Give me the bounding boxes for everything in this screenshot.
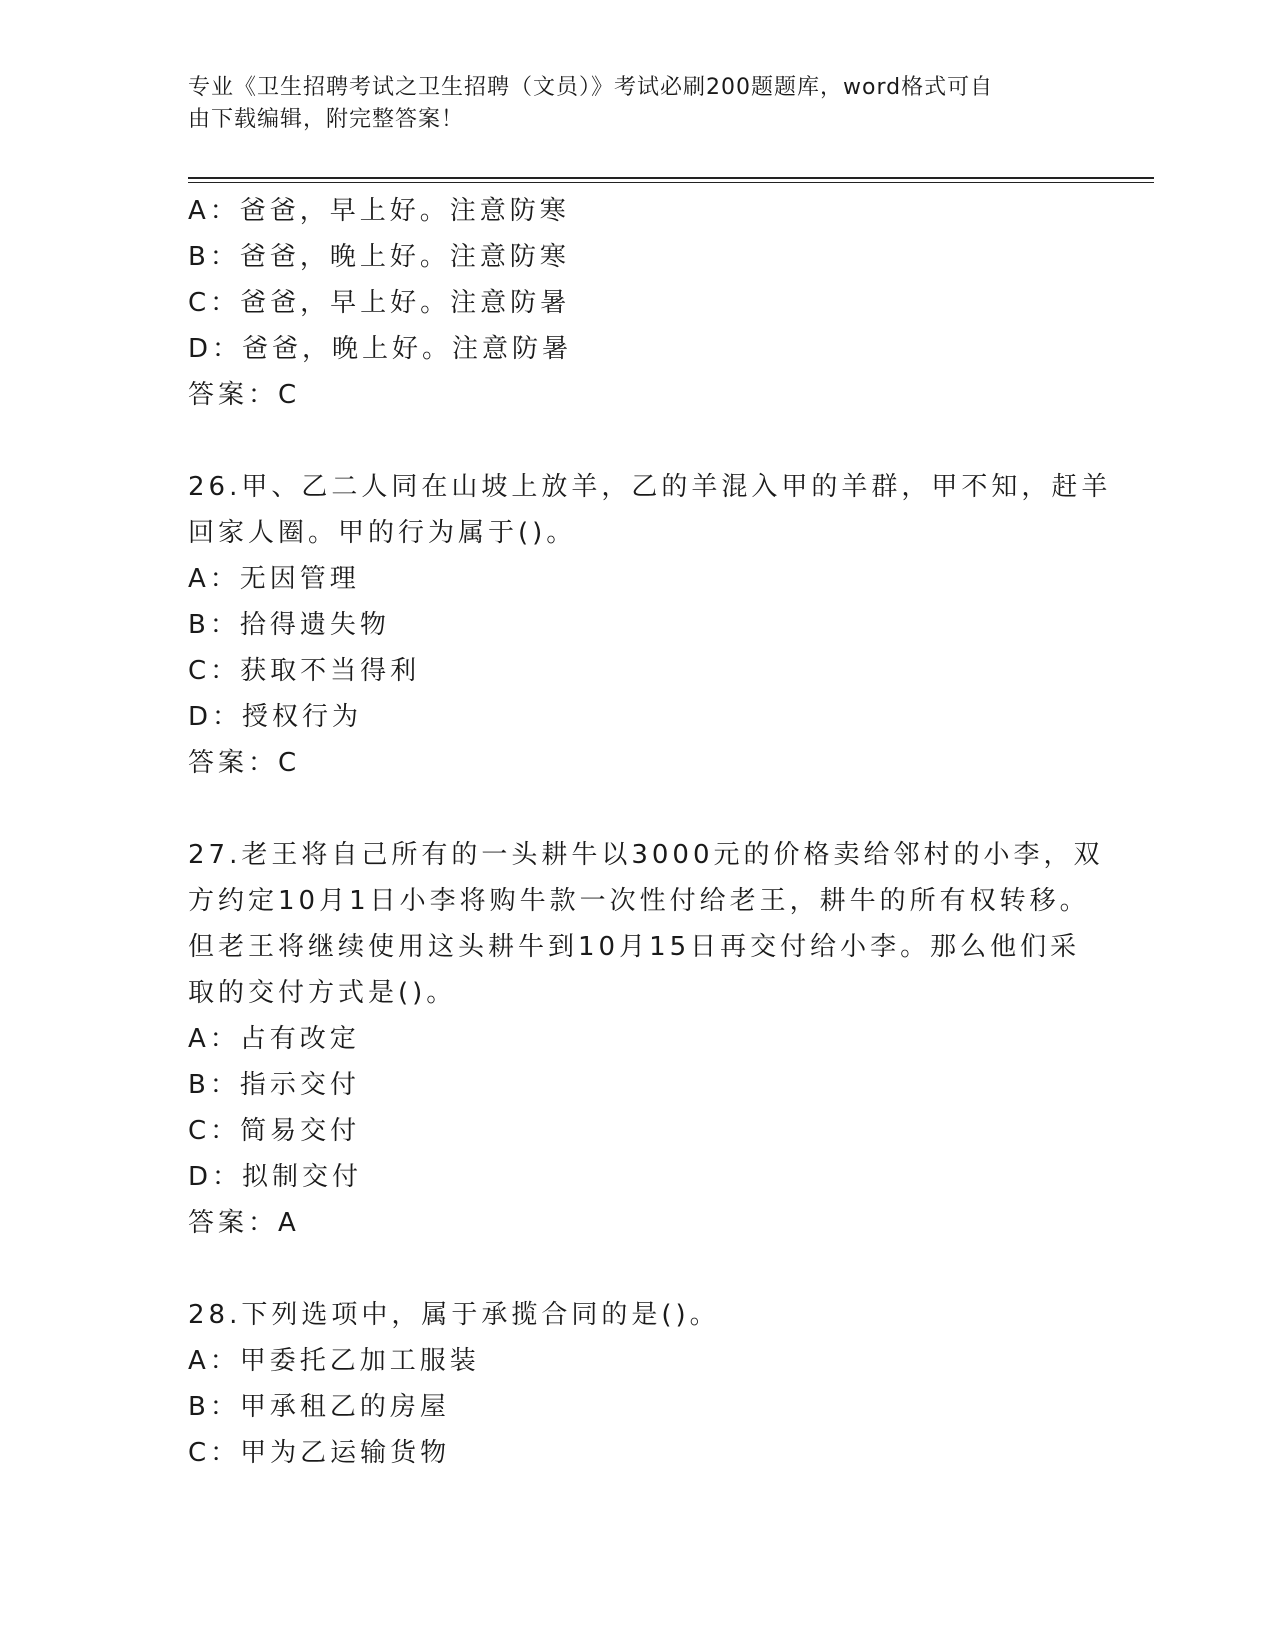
option-a: A：爸爸，早上好。注意防寒 — [188, 196, 570, 226]
question-stem-line: 27.老王将自己所有的一头耕牛以3000元的价格卖给邻村的小李，双 — [188, 840, 1104, 870]
answer-line: 答案：C — [188, 748, 301, 778]
option-a: A：无因管理 — [188, 564, 360, 594]
question-28 — [188, 1292, 1088, 1476]
option-b: B：爸爸，晚上好。注意防寒 — [188, 242, 570, 272]
header-line-1: 专业《卫生招聘考试之卫生招聘（文员）》考试必刷200题题库，word格式可自 — [188, 75, 994, 100]
answer-line: 答案：A — [188, 1208, 300, 1238]
option-b: B：拾得遗失物 — [188, 610, 390, 640]
option-a: A：占有改定 — [188, 1024, 360, 1054]
option-b: B：甲承租乙的房屋 — [188, 1392, 450, 1422]
question-spacer — [188, 418, 1088, 464]
question-stem-line: 但老王将继续使用这头耕牛到10月15日再交付给小李。那么他们采 — [188, 932, 1081, 962]
question-stem-line: 方约定10月1日小李将购牛款一次性付给老王，耕牛的所有权转移。 — [188, 886, 1090, 916]
option-a: A：甲委托乙加工服装 — [188, 1346, 480, 1376]
option-c: C：甲为乙运输货物 — [188, 1438, 451, 1468]
question-spacer — [188, 1246, 1088, 1292]
option-b: B：指示交付 — [188, 1070, 360, 1100]
question-list — [188, 188, 1112, 1476]
question-25 — [188, 188, 1088, 418]
question-stem-line: 28.下列选项中，属于承揽合同的是()。 — [188, 1300, 720, 1330]
option-c: C：简易交付 — [188, 1116, 361, 1146]
question-stem-line: 取的交付方式是()。 — [188, 978, 457, 1008]
option-d: D：爸爸，晚上好。注意防暑 — [188, 334, 573, 364]
option-d: D：拟制交付 — [188, 1162, 363, 1192]
question-27 — [188, 832, 1104, 1246]
answer-line: 答案：C — [188, 380, 301, 410]
question-stem-line: 回家人圈。甲的行为属于()。 — [188, 518, 577, 548]
header-divider — [188, 177, 1154, 183]
question-26 — [188, 464, 1112, 786]
option-c: C：爸爸，早上好。注意防暑 — [188, 288, 571, 318]
option-d: D：授权行为 — [188, 702, 363, 732]
option-c: C：获取不当得利 — [188, 656, 421, 686]
question-spacer — [188, 786, 1088, 832]
header-line-2: 由下载编辑，附完整答案！ — [188, 107, 465, 132]
question-stem-line: 26.甲、乙二人同在山坡上放羊，乙的羊混入甲的羊群，甲不知，赶羊 — [188, 472, 1112, 502]
document-header — [188, 72, 1068, 136]
